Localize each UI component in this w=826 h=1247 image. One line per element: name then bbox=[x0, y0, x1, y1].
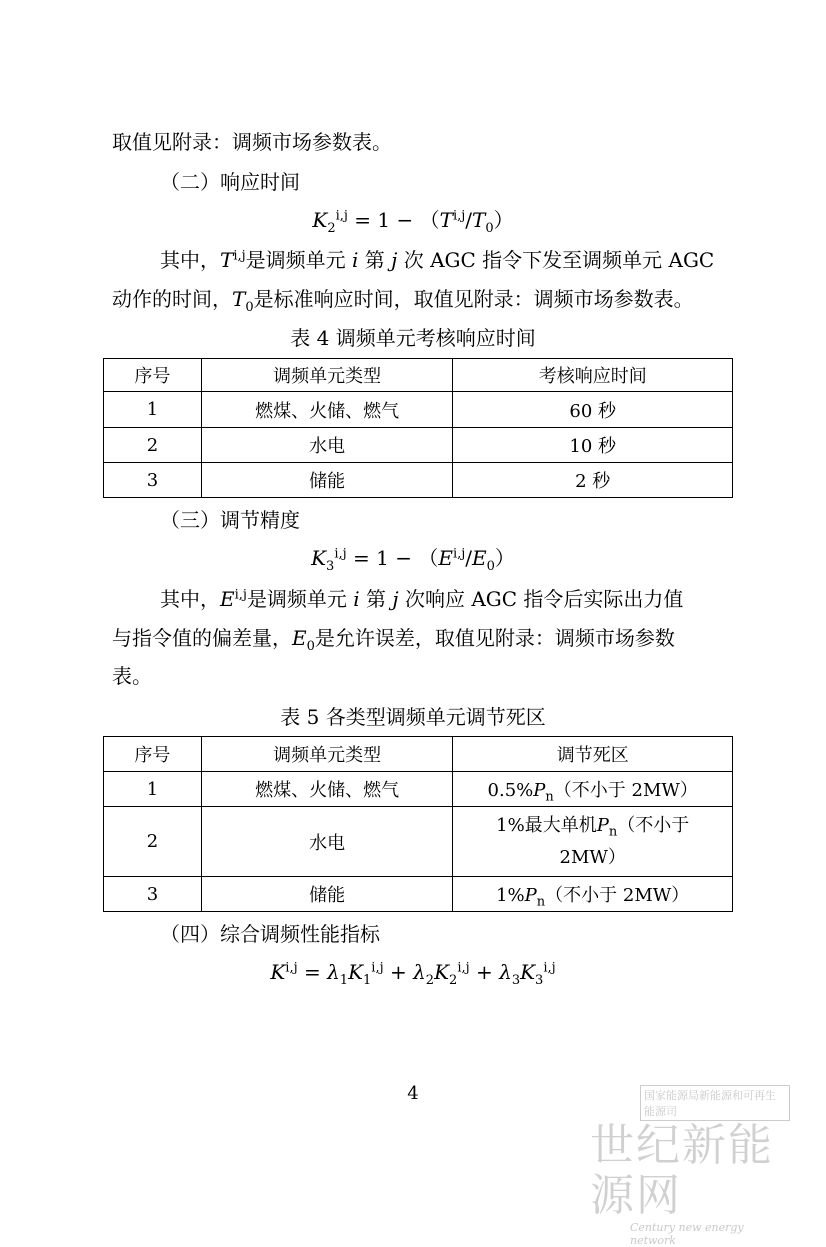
section-heading-response-time: （二）响应时间 bbox=[160, 170, 300, 194]
table-cell: 2 秒 bbox=[453, 463, 733, 498]
formula-k-composite: $K^{i,j} = \lambda_1K_1^{i,j} + \lambda_2K_2^{i,j} + \lambda_3K_3^{i,j}$ bbox=[270, 960, 556, 988]
table-row bbox=[104, 877, 733, 912]
header-cell: 序号 bbox=[104, 359, 202, 392]
header-cell: 序号 bbox=[104, 737, 202, 772]
table-row bbox=[104, 772, 733, 807]
table-cell: 1 bbox=[104, 772, 202, 807]
page-number: 4 bbox=[407, 1083, 419, 1104]
table-row bbox=[104, 428, 733, 463]
table-row bbox=[104, 463, 733, 498]
watermark-logo bbox=[590, 1085, 790, 1247]
table-cell: 2 bbox=[104, 428, 202, 463]
paragraph-precision-line3: 表。 bbox=[112, 664, 152, 688]
table-cell: 燃煤、火储、燃气 bbox=[201, 772, 453, 807]
table-cell: 1 bbox=[104, 392, 202, 428]
table-cell: 水电 bbox=[201, 807, 453, 877]
watermark-top-text: 国家能源局新能源和可再生能源司 bbox=[640, 1085, 790, 1121]
table4 bbox=[103, 358, 733, 498]
header-cell: 调频单元类型 bbox=[201, 359, 453, 392]
watermark-small-text: Century new energy network bbox=[630, 1221, 744, 1247]
table-header-row bbox=[104, 737, 733, 772]
table4-caption: 表 4 调频单元考核响应时间 bbox=[290, 326, 536, 350]
intro-text: 取值见附录：调频市场参数表。 bbox=[112, 130, 392, 154]
table-cell: 储能 bbox=[201, 463, 453, 498]
table-cell: 60 秒 bbox=[453, 392, 733, 428]
section-heading-composite: （四）综合调频性能指标 bbox=[160, 922, 380, 946]
header-cell: 考核响应时间 bbox=[453, 359, 733, 392]
table-cell: 2 bbox=[104, 807, 202, 877]
watermark-big-text: 世纪新能源网 bbox=[590, 1120, 774, 1221]
paragraph-response-line1: 其中，T$^{i,j}$是调频单元 i 第 j 次 AGC 指令下发至调频单元 AGC bbox=[160, 248, 715, 272]
table5-caption: 表 5 各类型调频单元调节死区 bbox=[280, 705, 546, 729]
header-cell: 调节死区 bbox=[453, 737, 733, 772]
header-cell: 调频单元类型 bbox=[201, 737, 453, 772]
section-heading-precision: （三）调节精度 bbox=[160, 508, 300, 532]
paragraph-precision-line1: 其中，E$^{i,j}$是调频单元 i 第 j 次响应 AGC 指令后实际出力值 bbox=[160, 587, 684, 611]
table-cell: 3 bbox=[104, 463, 202, 498]
paragraph-response-line2: 动作的时间，$T_0$是标准响应时间，取值见附录：调频市场参数表。 bbox=[112, 287, 694, 315]
table-cell: $1\%P_n$（不小于 2MW） bbox=[453, 877, 733, 912]
table-row bbox=[104, 392, 733, 428]
table5 bbox=[103, 736, 733, 912]
table-header-row bbox=[104, 359, 733, 392]
table-cell: 1%最大单机$P_n$（不小于 2MW） bbox=[453, 807, 733, 877]
table-cell: 10 秒 bbox=[453, 428, 733, 463]
paragraph-precision-line2: 与指令值的偏差量，$E_0$是允许误差，取值见附录：调频市场参数 bbox=[112, 626, 675, 654]
table-cell: 储能 bbox=[201, 877, 453, 912]
table-cell: 3 bbox=[104, 877, 202, 912]
table-cell: 水电 bbox=[201, 428, 453, 463]
table-row bbox=[104, 807, 733, 877]
table-cell: $0.5\%P_n$（不小于 2MW） bbox=[453, 772, 733, 807]
formula-k2: $K_2^{i,j} = 1 - (T^{i,j}/T_0)$ bbox=[312, 208, 514, 236]
table-cell: 燃煤、火储、燃气 bbox=[201, 392, 453, 428]
formula-k3: $K_3^{i,j} = 1 - (E^{i,j}/E_0)$ bbox=[311, 546, 515, 574]
